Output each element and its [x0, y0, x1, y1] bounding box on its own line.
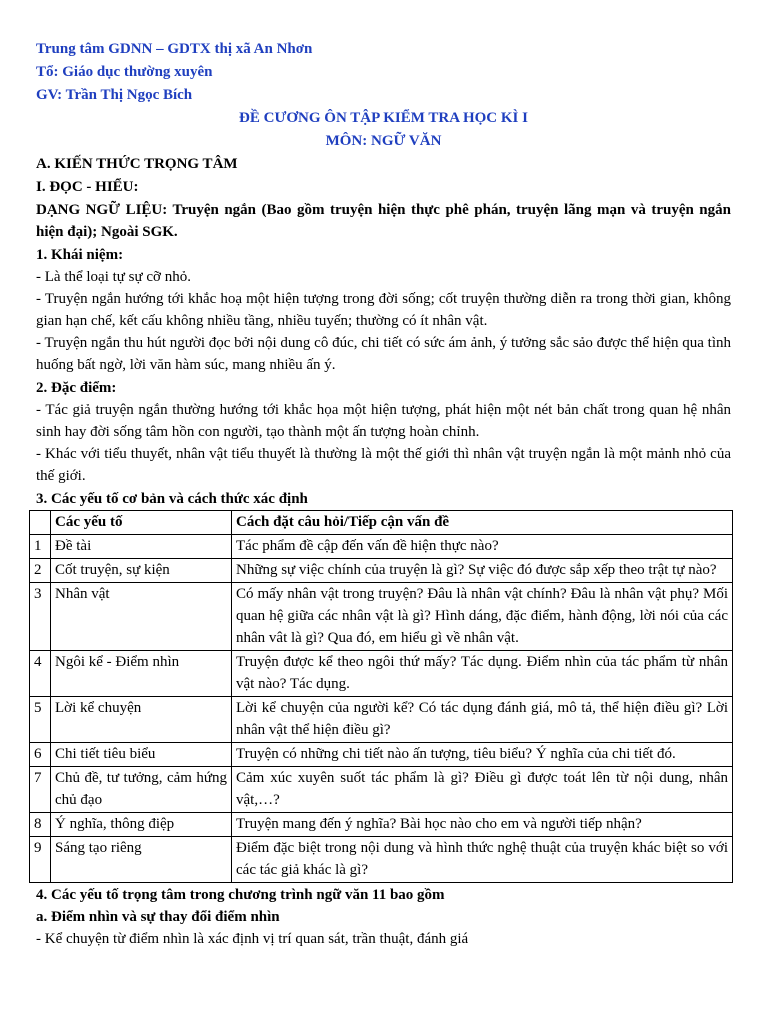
section-a-heading: A. KIẾN THỨC TRỌNG TÂM [36, 156, 238, 172]
paragraph-1b: - Truyện ngắn hướng tới khắc hoạ một hiện tượng trong đời sống; cốt truyện thường diễn ra trong thời gian, không gian hạn chế, kết cấu không nhiều tầng, nhiều tuyến; thường có ít nhân vật. [36, 291, 731, 329]
table-header-no [30, 511, 51, 535]
table-row [30, 767, 733, 813]
group-name: Tổ: Giáo dục thường xuyên [36, 64, 213, 80]
row-element: Cốt truyện, sự kiện [51, 559, 232, 583]
row-approach: Truyện được kể theo ngôi thứ mấy? Tác dụng. Điểm nhìn của tác phẩm từ nhân vật nào? Tác dụng. [232, 651, 733, 697]
elements-table [29, 510, 733, 883]
paragraph-1c: - Truyện ngắn thu hút người đọc bởi nội dung cô đúc, chi tiết có sức ám ảnh, ý tưởng sắc sảo được thể hiện qua tình huống bất ngờ, lời văn hàm súc, mang nhiều ấn ý. [36, 335, 731, 373]
row-element: Sáng tạo riêng [51, 837, 232, 883]
center-name: Trung tâm GDNN – GDTX thị xã An Nhơn [36, 41, 313, 57]
row-element: Chi tiết tiêu biểu [51, 743, 232, 767]
document-title: ĐỀ CƯƠNG ÔN TẬP KIỂM TRA HỌC KÌ I [239, 110, 528, 126]
document-page [36, 38, 731, 950]
row-element: Đề tài [51, 535, 232, 559]
row-number: 2 [30, 559, 51, 583]
heading-2: 2. Đặc điểm: [36, 380, 117, 396]
table-row [30, 837, 733, 883]
row-element: Chủ đề, tư tưởng, cảm hứng chủ đạo [51, 767, 232, 813]
material-type: DẠNG NGỮ LIỆU: Truyện ngắn (Bao gồm truyện hiện thực phê phán, truyện lãng mạn và truyện ngắn hiện đại); Ngoài SGK. [36, 202, 731, 240]
table-row [30, 697, 733, 743]
paragraph-1a: - Là thể loại tự sự cỡ nhỏ. [36, 269, 191, 285]
table-row [30, 743, 733, 767]
paragraph-4a: - Kể chuyện từ điểm nhìn là xác định vị trí quan sát, trần thuật, đánh giá [36, 931, 469, 947]
row-number: 5 [30, 697, 51, 743]
paragraph-2b: - Khác với tiểu thuyết, nhân vật tiểu thuyết là thường là một thế giới thì nhân vật truyện ngắn là một mảnh nhỏ của thế giới. [36, 446, 731, 484]
row-approach: Lời kể chuyện của người kể? Có tác dụng đánh giá, mô tả, thể hiện điều gì? Lời nhân vật thể hiện điều gì? [232, 697, 733, 743]
row-approach: Những sự việc chính của truyện là gì? Sự việc đó được sắp xếp theo trật tự nào? [232, 559, 733, 583]
subject-title: MÔN: NGỮ VĂN [325, 133, 442, 149]
row-approach: Tác phẩm đề cập đến vấn đề hiện thực nào? [232, 535, 733, 559]
row-approach: Cảm xúc xuyên suốt tác phẩm là gì? Điều gì được toát lên từ nội dung, nhân vật,…? [232, 767, 733, 813]
row-element: Nhân vật [51, 583, 232, 651]
table-header-element: Các yếu tố [51, 511, 232, 535]
row-number: 7 [30, 767, 51, 813]
table-row [30, 813, 733, 837]
row-approach: Truyện mang đến ý nghĩa? Bài học nào cho em và người tiếp nhận? [232, 813, 733, 837]
table-row [30, 535, 733, 559]
part-i-heading: I. ĐỌC - HIỂU: [36, 179, 139, 195]
table-row [30, 559, 733, 583]
heading-1: 1. Khái niệm: [36, 247, 124, 263]
row-approach: Điểm đặc biệt trong nội dung và hình thức nghệ thuật của truyện khác biệt so với các tác giả khác là gì? [232, 837, 733, 883]
table-header-approach: Cách đặt câu hỏi/Tiếp cận vấn đề [232, 511, 733, 535]
row-number: 8 [30, 813, 51, 837]
row-number: 4 [30, 651, 51, 697]
heading-3: 3. Các yếu tố cơ bản và cách thức xác định [36, 491, 308, 507]
heading-4: 4. Các yếu tố trọng tâm trong chương trình ngữ văn 11 bao gồm [36, 887, 445, 903]
table-header-row [30, 511, 733, 535]
row-number: 6 [30, 743, 51, 767]
table-row [30, 583, 733, 651]
teacher-name: GV: Trần Thị Ngọc Bích [36, 87, 193, 103]
row-approach: Truyện có những chi tiết nào ấn tượng, tiêu biểu? Ý nghĩa của chi tiết đó. [232, 743, 733, 767]
row-element: Ý nghĩa, thông điệp [51, 813, 232, 837]
row-number: 9 [30, 837, 51, 883]
row-number: 3 [30, 583, 51, 651]
row-element: Ngôi kể - Điểm nhìn [51, 651, 232, 697]
heading-4a: a. Điểm nhìn và sự thay đổi điểm nhìn [36, 909, 280, 925]
table-row [30, 651, 733, 697]
row-number: 1 [30, 535, 51, 559]
row-approach: Có mấy nhân vật trong truyện? Đâu là nhân vật chính? Đâu là nhân vật phụ? Mối quan hệ giữa các nhân vật là gì? Hình dáng, đặc điểm, hành động, lời nói của các nhân vât là gì? Qua đó, em hiểu gì về nhân vật. [232, 583, 733, 651]
row-element: Lời kể chuyện [51, 697, 232, 743]
paragraph-2a: - Tác giả truyện ngắn thường hướng tới khắc họa một hiện tượng, phát hiện một nét bản chất trong quan hệ nhân sinh hay đời sống tâm hồn con người, tạo thành một ấn tượng hoàn chỉnh. [36, 402, 731, 440]
